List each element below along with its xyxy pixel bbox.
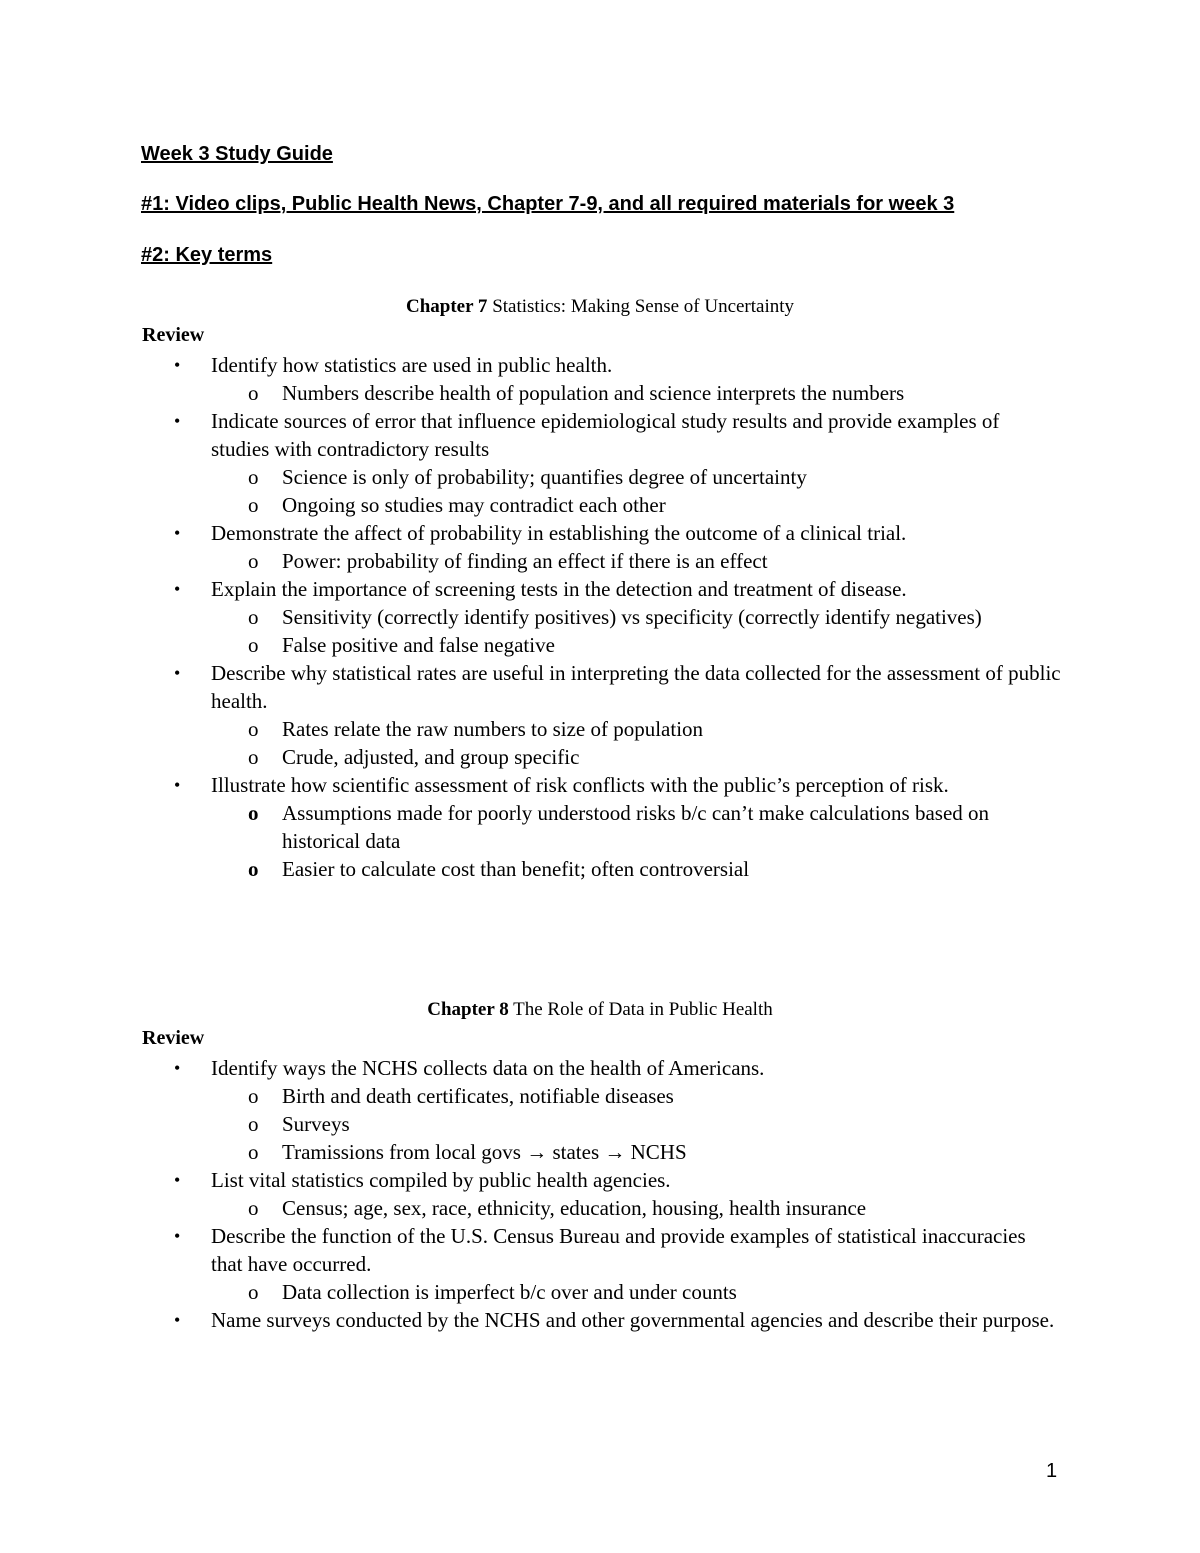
sub-item [211, 603, 1062, 631]
circle-bullet-icon: o [248, 1084, 259, 1108]
circle-bullet-icon: o [248, 465, 259, 489]
chapter-7-subtitle: Statistics: Making Sense of Uncertainty [492, 296, 795, 317]
sub-item [211, 1082, 1062, 1110]
circle-bullet-icon: o [248, 1196, 259, 1220]
chapter-7-label: Chapter 7 [405, 296, 488, 317]
circle-bullet-icon: o [248, 857, 259, 881]
review-item-text: Explain the importance of screening tests in the detection and treatment of disease. [211, 577, 907, 601]
sub-item [211, 1194, 1062, 1222]
circle-bullet-icon: o [248, 801, 259, 825]
review-item [0, 771, 1061, 883]
review-item [0, 575, 1061, 659]
circle-bullet-icon: o [248, 381, 259, 405]
sub-item [211, 491, 1062, 519]
sub-item-text: Science is only of probability; quantifies degree of uncertainty [282, 465, 807, 489]
sub-item [211, 743, 1062, 771]
sub-item [211, 379, 1062, 407]
sub-list [211, 1194, 1061, 1222]
sub-item-text: Census; age, sex, race, ethnicity, education, housing, health insurance [282, 1196, 867, 1220]
page-number: 1 [1046, 1460, 1058, 1482]
review-item-text: Indicate sources of error that influence epidemiological study results and provide examples of studies with contradictory results [211, 409, 1000, 461]
bullet-icon: • [174, 411, 181, 431]
review-item-text: Describe why statistical rates are useful in interpreting the data collected for the assessment of public health. [211, 661, 1061, 713]
review-item [0, 1054, 1061, 1166]
review-item [0, 1306, 1061, 1334]
chapter-8-subtitle: The Role of Data in Public Health [513, 999, 773, 1020]
sub-list [211, 603, 1061, 659]
sub-item-text: Birth and death certificates, notifiable diseases [282, 1084, 674, 1108]
sub-item [211, 1138, 1062, 1166]
sub-item-text: Tramissions from local govs → states → NCHS [282, 1140, 687, 1164]
bullet-icon: • [174, 1310, 181, 1330]
review-item [0, 1166, 1061, 1222]
circle-bullet-icon: o [248, 549, 259, 573]
circle-bullet-icon: o [248, 1280, 259, 1304]
chapter-8-title [0, 998, 1200, 1022]
sub-item [211, 855, 1062, 883]
sub-item-text: Easier to calculate cost than benefit; often controversial [282, 857, 750, 881]
sub-item-text: Rates relate the raw numbers to size of population [282, 717, 704, 741]
heading-required-materials: #1: Video clips, Public Health News, Chapter 7-9, and all required materials for week 3 [141, 193, 955, 215]
sub-item-text: Sensitivity (correctly identify positives) vs specificity (correctly identify negatives) [282, 605, 982, 629]
sub-list [211, 799, 1061, 883]
chapter-7-review-label: Review [142, 324, 205, 346]
sub-item-text: Ongoing so studies may contradict each other [282, 493, 666, 517]
bullet-icon: • [174, 775, 181, 795]
sub-item [211, 631, 1062, 659]
chapter-7-review-list [0, 351, 1200, 883]
review-item [0, 659, 1061, 771]
sub-list [211, 379, 1061, 407]
bullet-icon: • [174, 355, 181, 375]
review-item-text: Describe the function of the U.S. Census Bureau and provide examples of statistical inaccuracies that have occurred. [211, 1224, 1026, 1276]
chapter-8-label: Chapter 8 [427, 999, 509, 1020]
sub-item [211, 799, 1062, 855]
circle-bullet-icon: o [248, 1112, 259, 1136]
review-item-text: Demonstrate the affect of probability in establishing the outcome of a clinical trial. [211, 521, 907, 545]
sub-item-text: Power: probability of finding an effect if there is an effect [282, 549, 768, 573]
review-item-text: Illustrate how scientific assessment of risk conflicts with the public’s perception of risk. [211, 773, 949, 797]
sub-item-text: Data collection is imperfect b/c over and under counts [282, 1280, 737, 1304]
sub-list [211, 1082, 1061, 1166]
circle-bullet-icon: o [248, 745, 259, 769]
sub-item-text: False positive and false negative [282, 633, 555, 657]
chapter-8-review-label: Review [142, 1027, 205, 1049]
circle-bullet-icon: o [248, 633, 259, 657]
bullet-icon: • [174, 663, 181, 683]
review-item [0, 351, 1061, 407]
chapter-7-title [0, 295, 1200, 319]
review-item [0, 1222, 1061, 1306]
circle-bullet-icon: o [248, 493, 259, 517]
bullet-icon: • [174, 1226, 181, 1246]
sub-item [211, 1110, 1062, 1138]
sub-item-text: Crude, adjusted, and group specific [282, 745, 580, 769]
sub-item [211, 1278, 1062, 1306]
review-item-text: Identify how statistics are used in public health. [211, 353, 613, 377]
circle-bullet-icon: o [248, 1140, 259, 1164]
bullet-icon: • [174, 579, 181, 599]
sub-list [211, 715, 1061, 771]
sub-item-text: Surveys [282, 1112, 350, 1136]
heading-key-terms: #2: Key terms [141, 244, 273, 266]
sub-item-text: Assumptions made for poorly understood risks b/c can’t make calculations based on historical data [282, 801, 990, 853]
sub-list [211, 547, 1061, 575]
circle-bullet-icon: o [248, 605, 259, 629]
review-item-text: Identify ways the NCHS collects data on the health of Americans. [211, 1056, 765, 1080]
sub-item [211, 547, 1062, 575]
sub-list [211, 463, 1061, 519]
bullet-icon: • [174, 523, 181, 543]
sub-item-text: Numbers describe health of population and science interprets the numbers [282, 381, 905, 405]
bullet-icon: • [174, 1058, 181, 1078]
sub-list [211, 1278, 1061, 1306]
circle-bullet-icon: o [248, 717, 259, 741]
review-item-text: Name surveys conducted by the NCHS and other governmental agencies and describe their purpose. [211, 1308, 1055, 1332]
page-title: Week 3 Study Guide [141, 143, 333, 165]
bullet-icon: • [174, 1170, 181, 1190]
review-item [0, 407, 1061, 519]
sub-item [211, 715, 1062, 743]
review-item-text: List vital statistics compiled by public health agencies. [211, 1168, 671, 1192]
sub-item [211, 463, 1062, 491]
review-item [0, 519, 1061, 575]
chapter-8-review-list [0, 1054, 1200, 1334]
